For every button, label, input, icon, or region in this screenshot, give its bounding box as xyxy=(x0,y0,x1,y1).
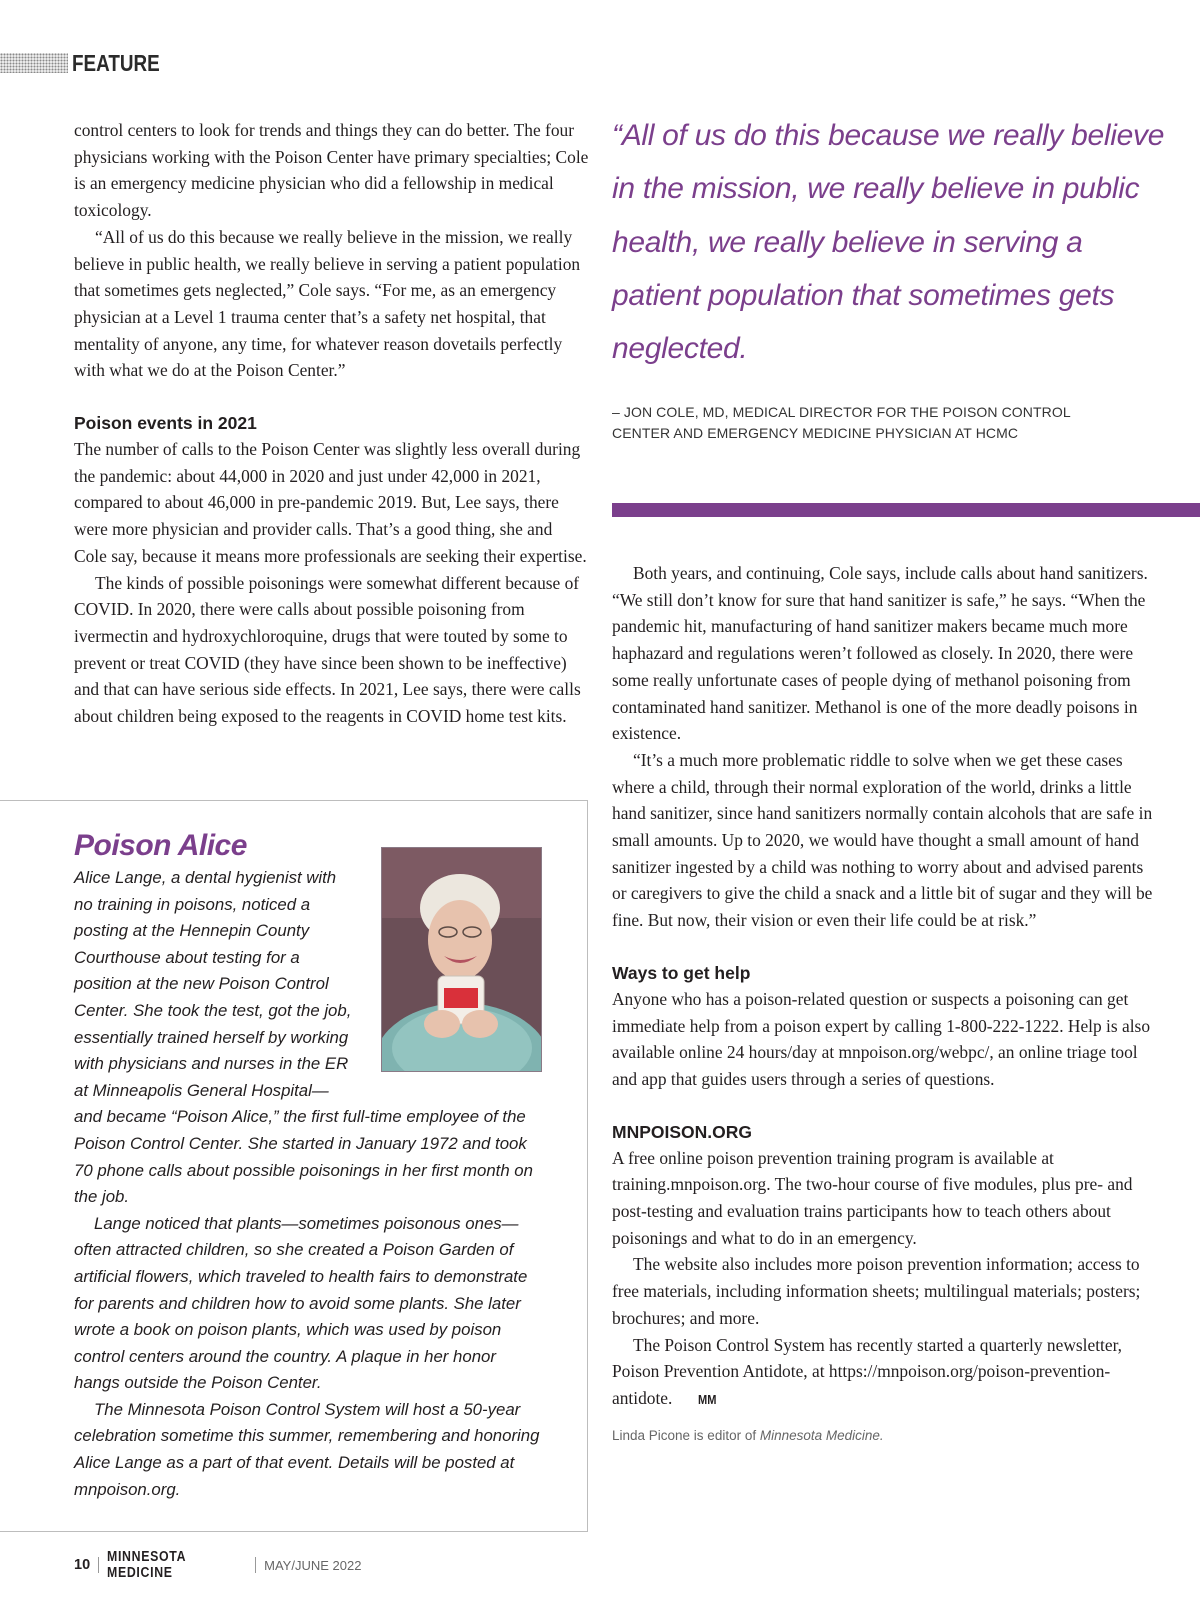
sidebar-poison-alice xyxy=(0,800,588,1532)
magazine-name: MINNESOTA MEDICINE xyxy=(107,1549,186,1581)
pull-quote: “All of us do this because we really believe in the mission, we really believe in public health, we really believe in serving a patient population that sometimes gets neglected. xyxy=(612,119,1165,366)
author-byline xyxy=(612,1428,1157,1443)
body-paragraph: Both years, and continuing, Cole says, include calls about hand sanitizers. “We still don’t know for sure that hand sanitizer is safe,” he says. “When the pandemic hit, manufacturing of hand sanitizer makers became much more haphazard and regulations weren’t followed as closely. In 2020, there were some really unfortunate cases of people dying of methanol poisoning from contaminated hand sanitizer. Methanol is one of the more deadly poisons in existence. xyxy=(612,563,1148,744)
halftone-dots-decoration xyxy=(0,53,68,73)
footer-separator xyxy=(255,1557,256,1573)
subhead-ways-to-get-help: Ways to get help xyxy=(612,962,751,983)
issue-date: MAY/JUNE 2022 xyxy=(264,1557,362,1573)
sidebar-lead: Alice Lange, a dental hygienist with no training in poisons, noticed a posting at the Hennepin County Courthouse about testing for a position at the new Poison Control Center. She took the test, got the job, essentially trained herself by working with physicians and nurses in the ER at Minneapolis General Hospital— xyxy=(74,868,352,1100)
body-paragraph: A free online poison prevention training program is available at training.mnpoison.org. The two-hour course of five modules, plus pre- and post-testing and evaluation trains participants how to teach others about poisonings and what to do in an emergency. xyxy=(612,1147,1133,1248)
body-paragraph: The kinds of possible poisonings were somewhat different because of COVID. In 2020, there were calls about possible poisoning from ivermectin and hydroxychloroquine, drugs that were touted by some to prevent or treat COVID (they have since been shown to be ineffective) and that can have serious side effects. In 2021, Lee says, there were calls about children being exposed to the reagents in COVID home test kits. xyxy=(74,572,581,727)
sidebar-title: Poison Alice xyxy=(74,829,247,862)
body-paragraph: “It’s a much more problematic riddle to solve when we get these cases where a child, through their normal exploration of the world, drinks a little hand sanitizer, since hand sanitizers normally contain alcohols that are safe in small amounts. Up to 2020, we would have thought a small amount of hand sanitizer ingested by a child was nothing to worry about and advised parents or caregivers to give the child a snack and a little bit of sugar and they will be fine. But now, their vision or even their life could be at risk.” xyxy=(612,749,1153,931)
sidebar-lead-continued: and became “Poison Alice,” the first full-time employee of the Poison Control Center. She started in January 1972 and took 70 phone calls about possible poisonings in her first month on the job. xyxy=(74,1107,533,1207)
body-paragraph: Anyone who has a poison-related question or suspects a poisoning can get immediate help from a poison expert by calling 1-800-222-1222. Help is also available online 24 hours/day at mnpoison.org/webpc/, an online triage tool and app that guides users through a series of questions. xyxy=(612,988,1151,1089)
sidebar-paragraph: Lange noticed that plants—sometimes poisonous ones—often attracted children, so she created a Poison Garden of artificial flowers, which traveled to health fairs to demonstrate for parents and children how to avoid some plants. She later wrote a book on poison plants, which was used by poison control centers around the country. A plaque in her honor hangs outside the Poison Center. xyxy=(74,1213,528,1393)
sidebar-paragraph: The Minnesota Poison Control System will host a 50-year celebration sometime this summer, remembering and honoring Alice Lange as a part of that event. Details will be posted at mnpoison.org. xyxy=(74,1399,540,1499)
right-column xyxy=(612,560,1157,1443)
sidebar-body xyxy=(74,865,544,1503)
body-paragraph xyxy=(612,1332,1157,1414)
body-paragraph: control centers to look for trends and things they can do better. The four physicians working with the Poison Center have primary specialties; Cole is an emergency medicine physician who did a fellowship in medical toxicology. xyxy=(74,120,589,221)
footer-separator xyxy=(98,1557,99,1573)
body-paragraph: The website also includes more poison prevention information; access to free materials, including information sheets; multilingual materials; posters; brochures; and more. xyxy=(612,1254,1141,1328)
subhead-mnpoison: MNPOISON.ORG xyxy=(612,1121,753,1142)
section-header xyxy=(0,48,179,78)
body-paragraph: The number of calls to the Poison Center was slightly less overall during the pandemic: about 44,000 in 2020 and just under 42,000 in 2021, compared to about 46,000 in pre-pandemic 2019. But, Lee says, there were more physician and provider calls. That’s a good thing, she and Cole say, because it means more professionals are seeking their expertise. xyxy=(74,439,587,566)
left-column xyxy=(74,117,589,730)
byline-publication: Minnesota Medicine. xyxy=(759,1427,884,1443)
section-label: FEATURE xyxy=(72,49,160,76)
body-paragraph: “All of us do this because we really believe in the mission, we really believe in public health, we really believe in serving a patient population that sometimes gets neglected,” Cole says. “For me, as an emergency physician at a Level 1 trauma center that’s a safety net hospital, that mentality of anyone, any time, for whatever reason dovetails perfectly with what we do at the Poison Center.” xyxy=(74,226,581,381)
page-footer xyxy=(74,1549,362,1581)
newsletter-text: The Poison Control System has recently started a quarterly newsletter, Poison Prevention Antidote, at https://mnpoison.org/poison-prevention-antidote. xyxy=(612,1334,1123,1408)
page-number: 10 xyxy=(74,1557,91,1573)
subhead-poison-events: Poison events in 2021 xyxy=(74,413,257,434)
end-mark: MM xyxy=(697,1391,717,1407)
byline-text: Linda Picone is editor of xyxy=(612,1427,760,1443)
pull-quote-attribution: – JON COLE, MD, MEDICAL DIRECTOR FOR THE POISON CONTROL CENTER AND EMERGENCY MEDICINE PHYSICIAN AT HCMC xyxy=(612,404,1071,441)
purple-divider xyxy=(612,503,1200,517)
